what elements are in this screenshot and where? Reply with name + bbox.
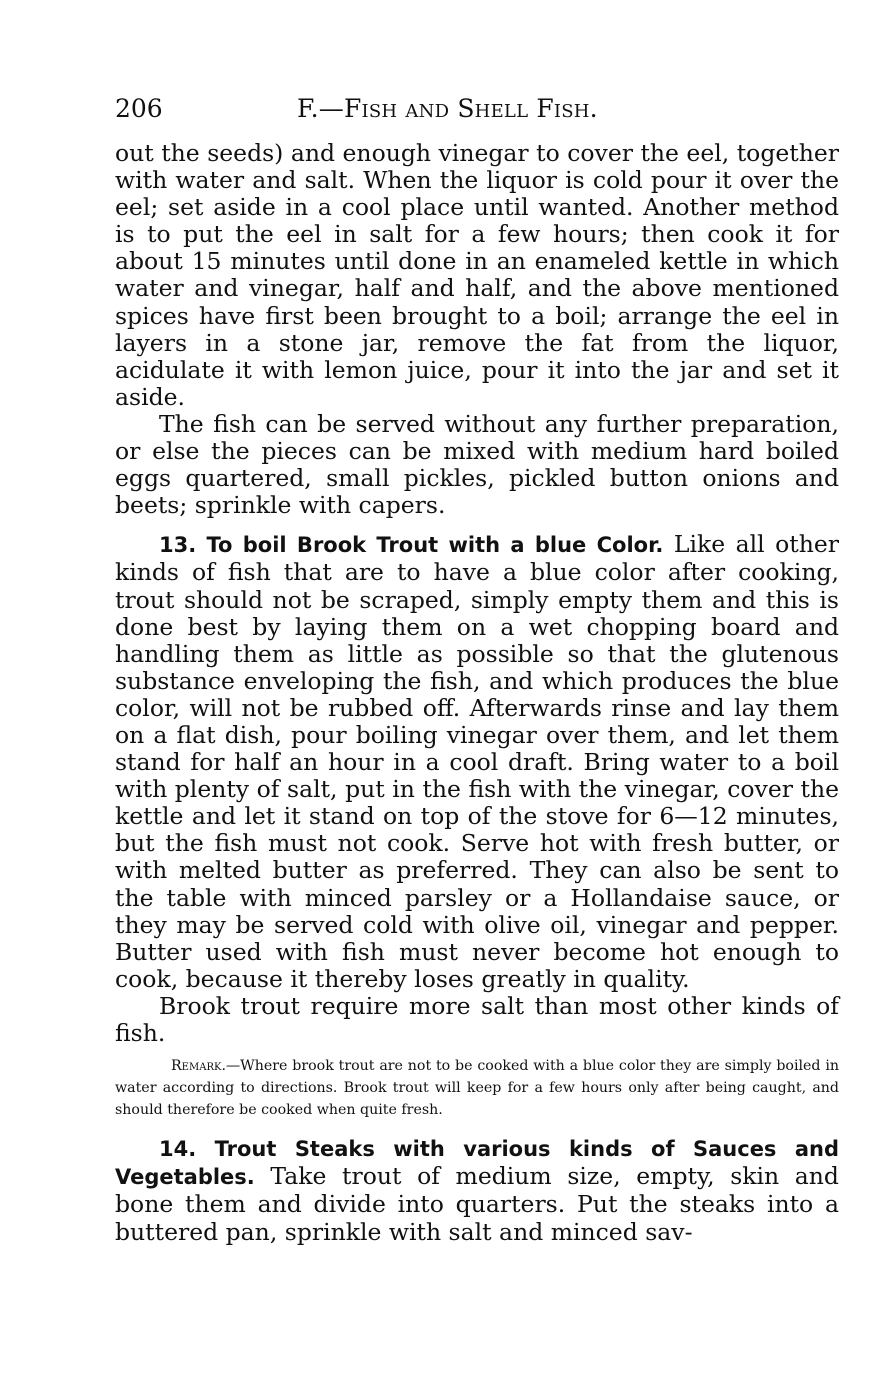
recipe-14 <box>115 1135 839 1245</box>
running-title-text: Fish and Shell Fish. <box>344 94 598 123</box>
remark-text: —Where brook trout are not to be cooked with a blue color they are simply boiled in water according to directions. Brook trout will keep for a few hours only after being caught, and should therefore be cooked when quite fresh. <box>115 1058 839 1119</box>
remark-note <box>115 1055 839 1121</box>
recipe-14-paragraph <box>115 1135 839 1245</box>
recipe-13-body: Like all other kinds of fish that are to have a blue color after cooking, trout should not be scraped, simply empty them and this is done best by laying them on a wet chopping board and handling them as little as possible so that the glutenous substance enveloping the fish, and which produces the blue color, will not be rubbed off. Afterwards rinse and lay them on a flat dish, pour boiling vinegar over them, and let them stand for half an hour in a cool draft. Bring water to a boil with plenty of salt, put in the fish with the vinegar, cover the kettle and let it stand on top of the stove for 6—12 minutes, but the fish must not cook. Serve hot with fresh butter, or with melted butter as preferred. They can also be sent to the table with minced parsley or a Hollandaise sauce, or they may be served cold with olive oil, vinegar and pepper. Butter used with fish must never become hot enough to cook, because it thereby loses greatly in quality. <box>115 530 839 993</box>
serving-paragraph: The fish can be served without any further preparation, or else the pieces can be mixed with medium hard boiled eggs quartered, small pickles, pickled button onions and beets; sprinkle with capers. <box>115 409 839 520</box>
recipe-14-body: Take trout of medium size, empty, skin and bone them and divide into quarters. Put the steaks into a buttered pan, sprinkle with salt and minced sav- <box>115 1162 839 1246</box>
recipe-13 <box>115 531 839 1047</box>
recipe-13-note: Brook trout require more salt than most other kinds of fish. <box>115 991 839 1047</box>
running-title <box>297 92 598 126</box>
book-page <box>115 92 839 1246</box>
recipe-14-heading: 14. Trout Steaks with various kinds of Sauces and Vegetables. <box>115 1137 839 1190</box>
continued-paragraph: out the seeds) and enough vinegar to cover the eel, together with water and salt. When the liquor is cold pour it over the eel; set aside in a cool place until wanted. Another method is to put the eel in salt for a few hours; then cook it for about 15 minutes until done in an enameled kettle in which water and vinegar, half and half, and the above mentioned spices have first been brought to a boil; arrange the eel in layers in a stone jar, remove the fat from the liquor, acidulate it with lemon juice, pour it into the jar and set it aside. <box>115 139 839 411</box>
running-header <box>115 92 839 140</box>
page-number: 206 <box>115 94 163 123</box>
recipe-13-paragraph <box>115 531 839 993</box>
recipe-13-heading: 13. To boil Brook Trout with a blue Color. <box>159 533 664 558</box>
remark-label: Remark. <box>171 1058 226 1075</box>
running-title-prefix: F.— <box>297 94 344 123</box>
page-body <box>115 140 839 1246</box>
